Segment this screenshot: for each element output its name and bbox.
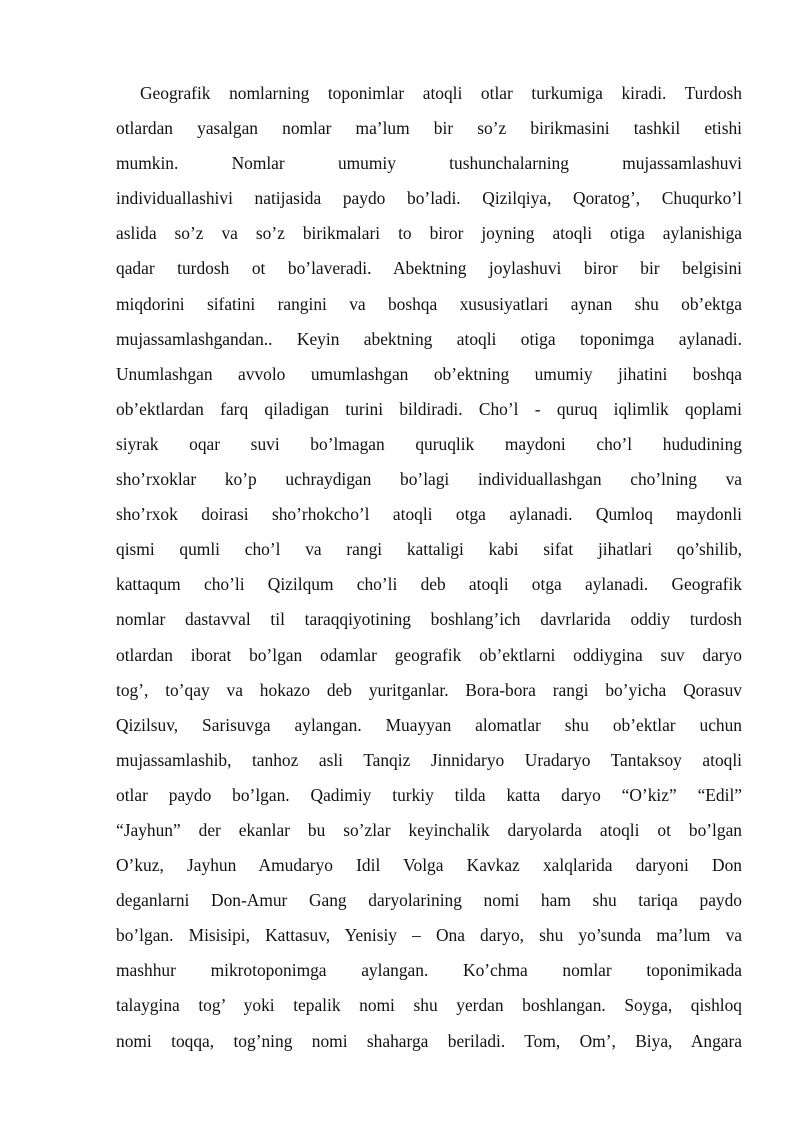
text-line: ob’ektlardan farq qiladigan turini bildiradi. Cho’l - quruq iqlimlik qoplami — [116, 398, 742, 419]
text-line: mashhur mikrotoponimga aylangan. Ko’chma nomlar toponimikada — [116, 960, 742, 981]
text-line: mujassamlashgandan.. Keyin abektning atoqli otiga toponimga aylanadi. — [116, 328, 742, 349]
text-line: nomi toqqa, tog’ning nomi shaharga beriladi. Tom, Om’, Biya, Angara — [116, 1030, 742, 1051]
text-line: kattaqum cho’li Qizilqum cho’li deb atoqli otga aylanadi. Geografik — [116, 574, 742, 595]
text-line: nomlar dastavval til taraqqiyotining boshlang’ich davrlarida oddiy turdosh — [116, 609, 742, 630]
text-line: qismi qumli cho’l va rangi kattaligi kabi sifat jihatlari qo’shilib, — [116, 539, 742, 560]
text-line: mujassamlashib, tanhoz asli Tanqiz Jinnidaryo Uradaryo Tantaksoy atoqli — [116, 749, 742, 770]
text-line: deganlarni Don-Amur Gang daryolarining nomi ham shu tariqa paydo — [116, 890, 742, 911]
text-line: mumkin. Nomlar umumiy tushunchalarning mujassamlashuvi — [116, 153, 742, 174]
text-line: otlar paydo bo’lgan. Qadimiy turkiy tilda katta daryo “O’kiz” “Edil” — [116, 784, 742, 805]
body-paragraph — [116, 76, 742, 1059]
text-line: sho’rxok doirasi sho’rhokcho’l atoqli otga aylanadi. Qumloq maydonli — [116, 504, 742, 525]
text-line: Qizilsuv, Sarisuvga aylangan. Muayyan alomatlar shu ob’ektlar uchun — [116, 714, 742, 735]
text-line: Unumlashgan avvolo umumlashgan ob’ektning umumiy jihatini boshqa — [116, 363, 742, 384]
text-line: otlardan iborat bo’lgan odamlar geografik ob’ektlarni oddiygina suv daryo — [116, 644, 742, 665]
text-line: aslida so’z va so’z birikmalari to biror joyning atoqli otiga aylanishiga — [116, 223, 742, 244]
text-line: otlardan yasalgan nomlar ma’lum bir so’z birikmasini tashkil etishi — [116, 118, 742, 139]
text-line: individuallashivi natijasida paydo bo’ladi. Qizilqiya, Qoratog’, Chuqurko’l — [116, 188, 742, 209]
text-line: talaygina tog’ yoki tepalik nomi shu yerdan boshlangan. Soyga, qishloq — [116, 995, 742, 1016]
text-line: Geografik nomlarning toponimlar atoqli otlar turkumiga kiradi. Turdosh — [140, 83, 742, 103]
text-line: siyrak oqar suvi bo’lmagan quruqlik maydoni cho’l hududining — [116, 433, 742, 454]
text-line: “Jayhun” der ekanlar bu so’zlar keyinchalik daryolarda atoqli ot bo’lgan — [116, 819, 742, 840]
text-line: O’kuz, Jayhun Amudaryo Idil Volga Kavkaz xalqlarida daryoni Don — [116, 855, 742, 876]
text-line: sho’rxoklar ko’p uchraydigan bo’lagi individuallashgan cho’lning va — [116, 469, 742, 490]
text-line: bo’lgan. Misisipi, Kattasuv, Yenisiy – Ona daryo, shu yo’sunda ma’lum va — [116, 925, 742, 946]
text-line: qadar turdosh ot bo’laveradi. Abektning joylashuvi biror bir belgisini — [116, 258, 742, 279]
text-line: tog’, to’qay va hokazo deb yuritganlar. Bora-bora rangi bo’yicha Qorasuv — [116, 679, 742, 700]
text-line: miqdorini sifatini rangini va boshqa xususiyatlari aynan shu ob’ektga — [116, 293, 742, 314]
